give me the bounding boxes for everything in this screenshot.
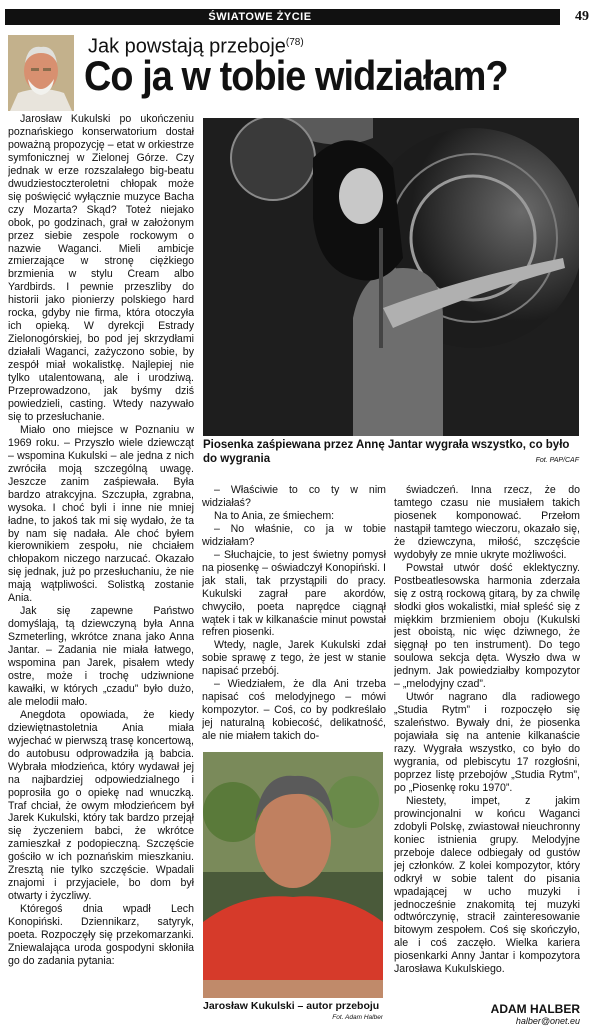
headline: Co ja w tobie widziałam? [84, 52, 508, 99]
paragraph: Anegdota opowiada, że kiedy dziewiętnastoletnia Ania miała wyjechać w pierwszą trasę koncertową, do autobusu odprowadziła ją babcia. Wybrała młodzieńca, który wydawał jej na najbardziej odpowiedzialnego i poprosiła go o opiekę nad wnuczką. Traf chciał, że owym młodzieńcem był Jarek Kukulski, który tak bardzo przejął się życzeniem babci, że wkrótce zamieszkał z podopieczną. Szczęście gościło w ich poznańskim mieszkaniu. Zresztą nie tylko szczęście. Wpadali znajomi i przyjaciele, bo dom był otwarty i życzliwy. [8, 708, 194, 903]
paragraph: Utwór nagrano dla radiowego „Studia Rytm” i rozpoczęło się szaleństwo. Bywały dni, że piosenka pojawiała się na antenie kilkanaście razy. Wygrała wszystko, co było do wygrania, od plebiscytu 17 rozgłośni, poprzez listę przebojów „Studia Rytm”, po „Piosenkę roku 1970”. [394, 691, 580, 794]
page-number: 49 [575, 9, 589, 24]
paragraph: Jarosław Kukulski po ukończeniu poznańskiego konserwatorium dostał poważną propozycję – etat w orkiestrze symfonicznej w Zielonej Górze. Czy jednak w erze rozszalałego big-beatu dwudziestoczteroletni chłopak może się poświęcić wyłącznie muzyce Bacha czy Mozarta? Skąd? Toteż niejako obok, po godzinach, grał w założonym przez siebie zespole rockowym o nazwie Waganci. Mieli ambicje zmierzające w stronę ciężkiego brzmienia w stylu Cream albo Yardbirds. I pewnie przeszliby do historii jako pionierzy polskiego hard rocka, gdyby nie firma, która otoczyła ich opieką. W dyrekcji Estrady Zielonogórskiej, bo pod jej skrzydłami działali Waganci, zażyczono sobie, by zespół miał wokalistkę. Najlepiej nie tylko utalentowaną, ale i urodziwą. Przeprowadzono, jak byśmy dziś powiedzieli, casting. Wtedy nazywało się to przesłuchanie. [8, 113, 194, 423]
paragraph: – Właściwie to co ty w nim widziałaś? [202, 484, 386, 509]
concert-photo [203, 118, 579, 436]
page-header [0, 7, 604, 27]
paragraph: – No właśnie, co ja w tobie widziałam? [202, 522, 386, 548]
portrait-caption [203, 1000, 383, 1024]
paragraph: – Słuchajcie, to jest świetny pomysł na piosenkę – oświadczył Konopiński. I jak stali, tak przystąpili do pracy. Kukulski zagrał pare akordów, chwyciło, poeta naprędce ciągnął wątek i tak w kilkanaście minut powstał refren piosenki. [202, 548, 386, 639]
paragraph: Któregoś dnia wpadł Lech Konopiński. Dziennikarz, satyryk, poeta. Rozpoczęły się przekomarzanki. Zniewalająca uroda gospodyni skłoniła go do zadania pytania: [8, 903, 194, 967]
paragraph: Miało ono miejsce w Poznaniu w 1969 roku. – Przyszło wiele dziewcząt – wspomina Kukulski – ale jedna z nich zwróciła moją szczególną uwagę. Jeszcze zanim zaśpiewała. Była bardzo atrakcyjna. Szczupła, zgrabna, wysoka. I choć byli i inne nie mniej ładne, to jakoś tak mi się wydało, że ta by nam się nadała. Ale choć byłem kierownikiem zespołu, nie chciałem chłopakom niczego narzucać. Okazało się jednak, już po przesłuchaniu, że nie mają wątpliwości. Solistką zostanie Ania. [8, 423, 194, 605]
section-title: ŚWIATOWE ŻYCIE [208, 11, 312, 23]
paragraph: świadczeń. Inna rzecz, że do tamtego czasu nie musiałem takich piosenek komponować. Przełom nastąpił tamtego wieczoru, okazało się, że dziewczyna, miłość, szczęście wydobyły ze mnie ukryte możliwości. [394, 484, 580, 561]
caption-text: Jarosław Kukulski – autor przeboju [203, 1000, 380, 1012]
author-byline: ADAM HALBER [490, 1002, 580, 1016]
paragraph: – Wiedziałem, że dla Ani trzeba napisać coś melodyjnego – mówi kompozytor. – Coś, co by podkreślało jej naturalną kobiecość, delikatność, ale nie miałem takich do- [202, 678, 386, 743]
paragraph: Jak się zapewne Państwo domyślają, tą dziewczyną była Anna Szmeterling, wkrótce znana jako Anna Jantar. – Zadania nie miała łatwego, wspomina pan Jarek, pisałem wtedy ostre, może i trochę udziwnione kawałki, w których „czadu” było dużo, ale melodii mało. [8, 605, 194, 708]
columnist-photo [8, 35, 74, 111]
author-email: halber@onet.eu [515, 1016, 580, 1026]
photo-caption [203, 438, 579, 478]
portrait-photo [203, 752, 383, 998]
kicker-text: Jak powstają przeboje [88, 35, 286, 58]
paragraph: Wtedy, nagle, Jarek Kukulski zdał sobie sprawę z tego, że jest w stanie napisać przebój. [202, 639, 386, 678]
column-3 [394, 484, 580, 1014]
column-1 [8, 113, 194, 1024]
caption-text: Piosenka zaśpiewana przez Annę Jantar wygrała wszystko, co było do wygrania [203, 439, 570, 465]
photo-credit: Fot. PAP/CAF [535, 457, 579, 464]
column-2 [202, 484, 386, 744]
kicker-number: (78) [285, 37, 304, 48]
paragraph: Niestety, impet, z jakim prowincjonalni w końcu Waganci zdobyli Polskę, zwiastował nieuchronny koniec istnienia grupy. Melodyjne przeboje dalece odbiegały od gustów jej członków. Z kolei kompozytor, który odkrył w sobie talent do pisania wpadającej w ucho muzyki i jednocześnie znakomitą tej muzyki odtwórczynię, stracił zainteresowanie bitowym zespołem. Coś się skończyło, ale i coś zaczęło. Wielka kariera piosenkarki Anny Jantar i kompozytora Jarosława Kukulskiego. [394, 794, 580, 976]
paragraph: Na to Ania, ze śmiechem: [214, 509, 335, 522]
paragraph: Powstał utwór dość eklektyczny. Postbeatlesowska harmonia zderzała się z ostrą rockową gitarą, by za chwilę słodki głos wokalistki, miał spleść się z miękkim brzmieniem oboju (Kukulski jest oboistą, nic więc dziwnego, że sięgnął po ten instrument). Do tego soulowa sekcja dęta. Wyszło dwa w jednym. Jak powiedziałby kompozytor – „melodyjny czad”. [394, 561, 580, 691]
photo-credit: Fot. Adam Halber [332, 1014, 383, 1021]
